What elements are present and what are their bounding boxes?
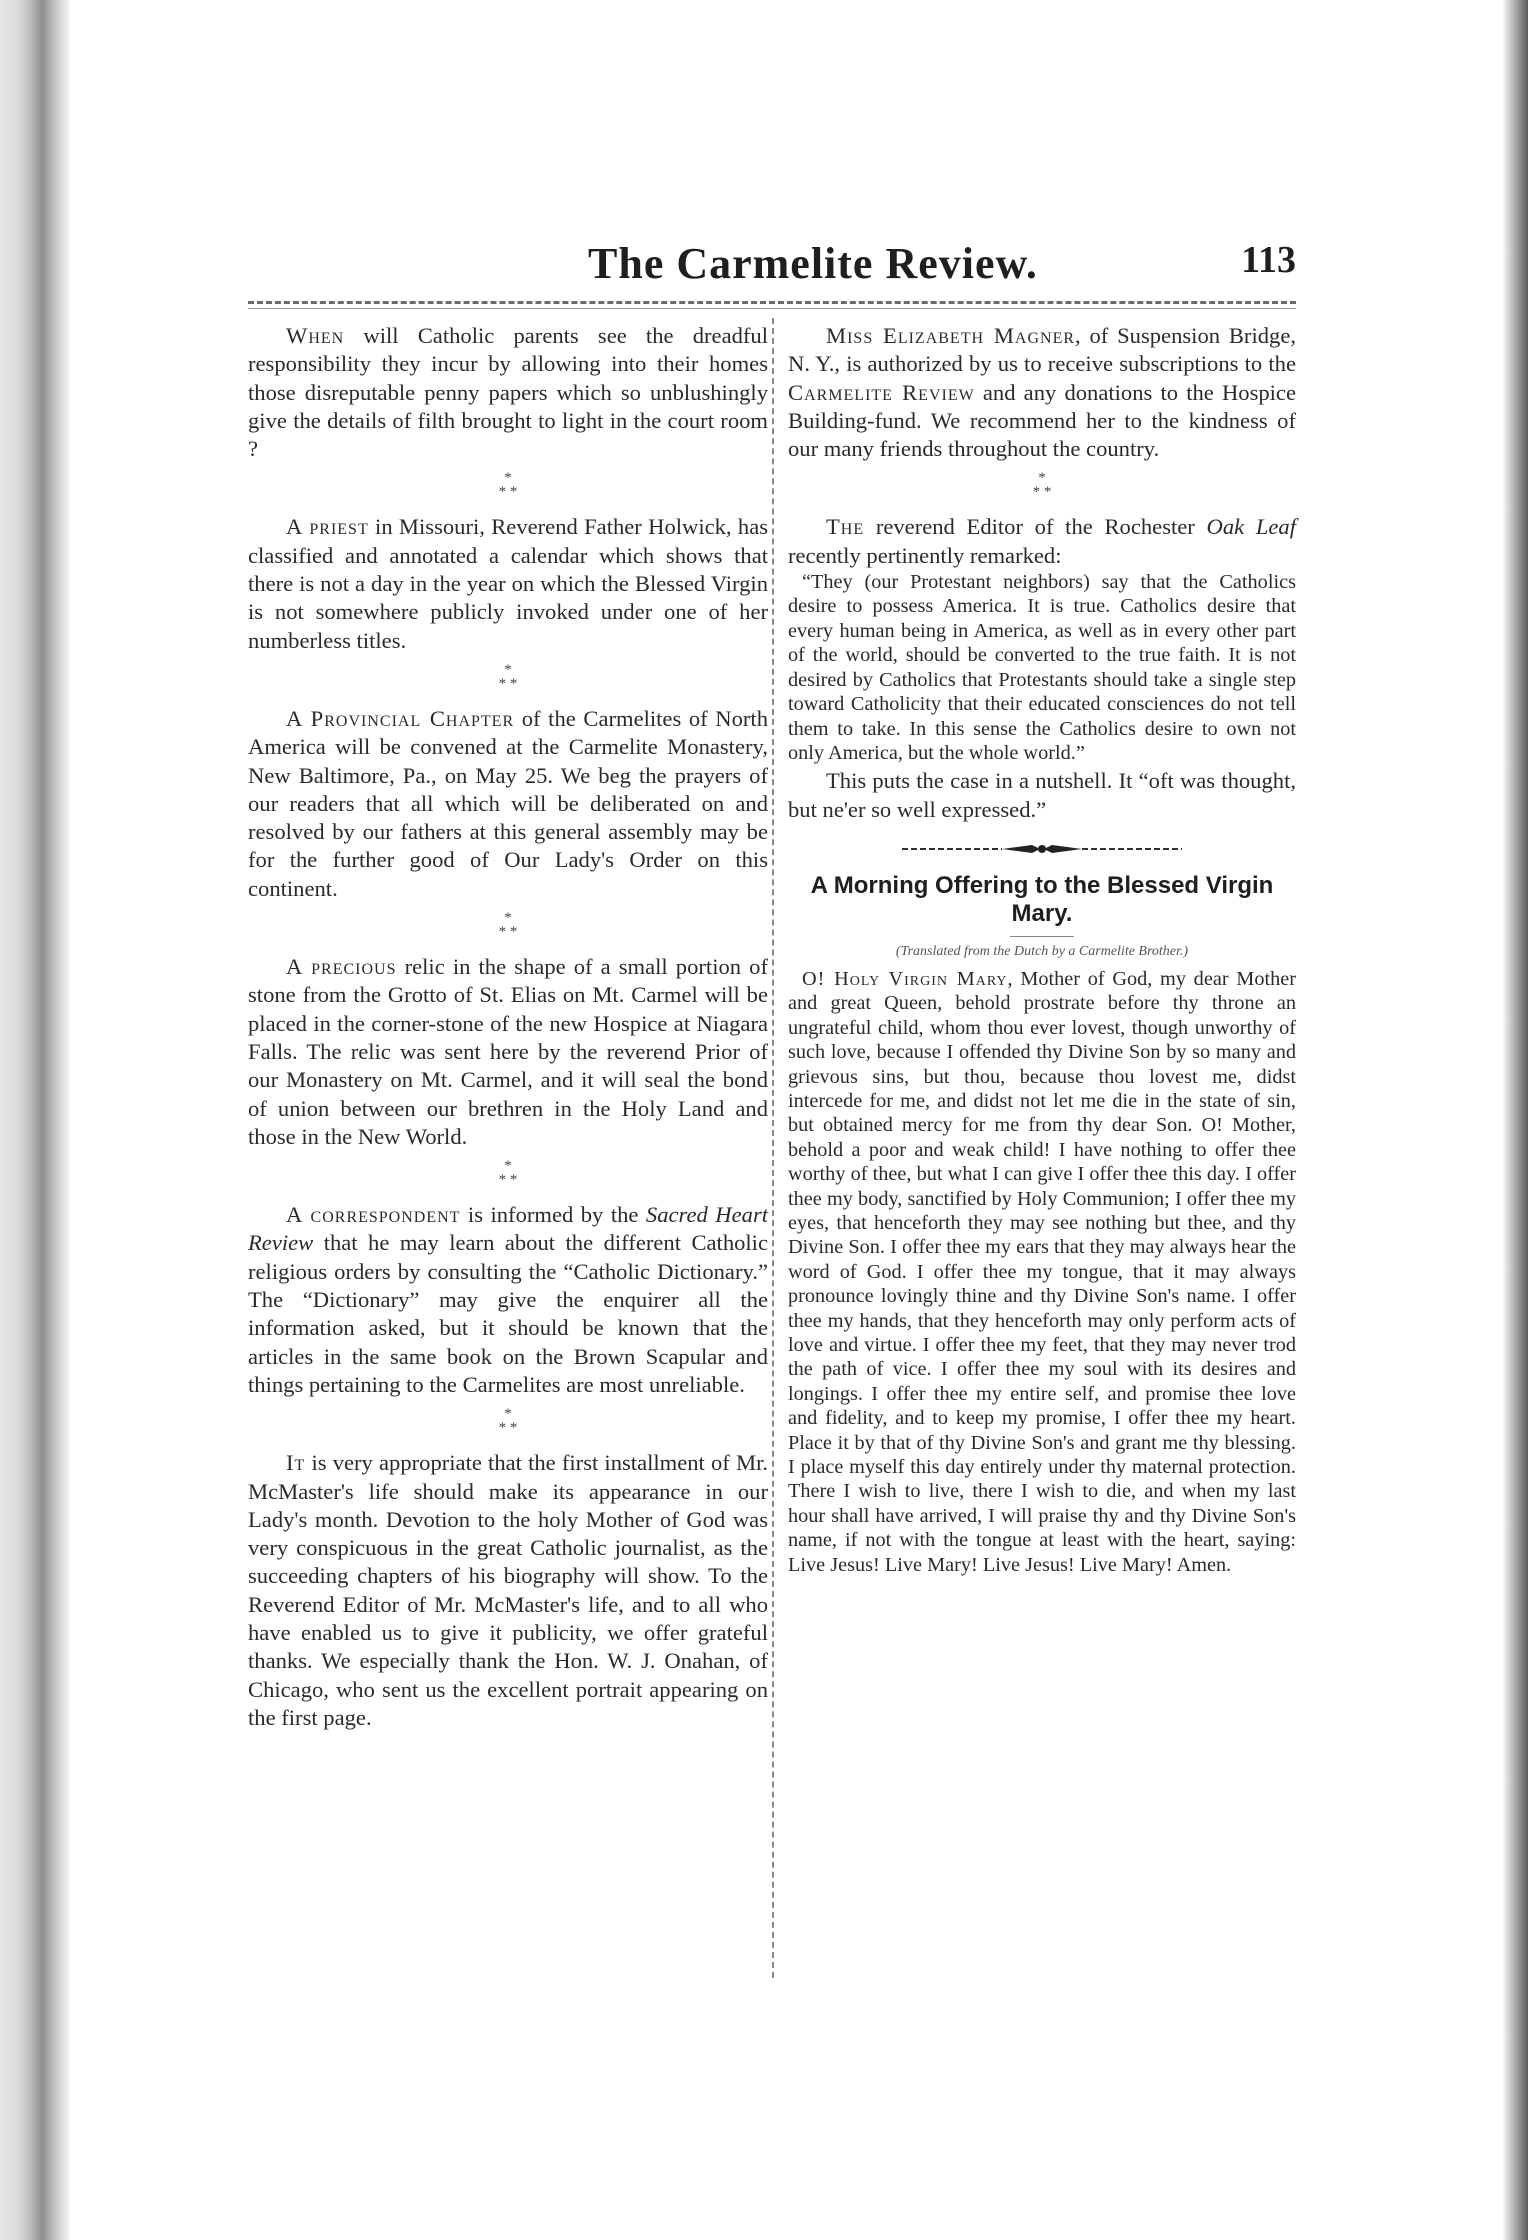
header-rule-thin xyxy=(248,308,1296,309)
lead-in: A precious xyxy=(286,954,397,980)
paragraph-text: is very appropriate that the first installment of Mr. McMaster's life should make its appearance in our Lady's month. Devotion to the holy Mother of God was very conspicuous in the great Catholic journalist, as the succeeding chapters of his biography will show. To the Reverend Editor of Mr. McMaster's life, and to all who have enabled us to give it publicity, we offer grateful thanks. We especially thank the Hon. W. J. Onahan, of Chicago, who sent us the excellent portrait appearing on the first page. xyxy=(248,1450,768,1730)
publication-title: Oak Leaf xyxy=(1206,514,1296,540)
book-spine-shadow xyxy=(0,0,70,2240)
header-rule xyxy=(248,301,1296,304)
ornamental-divider xyxy=(788,840,1296,858)
publication-title: Sacred Heart Review xyxy=(248,1202,769,1256)
paragraph-chapter xyxy=(248,705,768,903)
paragraph-text: of the Carmelites of North America will be convened at the Carmelite Monastery, New Baltimore, Pa., on May 25. We beg the prayers of our readers that all which will be deliberated on and resolved by our fathers at this general assembly may be for the further good of Our Lady's Order on this continent. xyxy=(248,705,768,901)
lead-in: O! Holy Virgin Mary xyxy=(802,967,1008,990)
asterism-divider: * * * xyxy=(498,470,518,501)
paragraph-subscriptions xyxy=(788,322,1296,463)
asterism-divider: * * * xyxy=(498,1158,518,1189)
page-number: 113 xyxy=(1241,239,1296,281)
asterism-divider: * * * xyxy=(498,661,518,692)
paragraph-text: recently pertinently remarked: xyxy=(788,542,1062,568)
paragraph-mcmaster xyxy=(248,1449,768,1732)
column-divider xyxy=(772,318,774,1978)
flourish-ornament xyxy=(892,840,1192,858)
left-column xyxy=(248,322,768,1732)
paragraph-nutshell: This puts the case in a nutshell. It “oft was thought, but ne'er so well expressed.” xyxy=(788,768,1296,822)
asterism-divider: * * * xyxy=(498,910,518,941)
running-header xyxy=(248,236,1296,296)
right-column xyxy=(788,322,1296,1577)
paragraph-text: in Missouri, Reverend Father Holwick, has classified and annotated a calendar which shows that there is not a day in the year on which the Blessed Virgin is not somewhere publicly invoked under one of her numberless titles. xyxy=(248,514,769,653)
paragraph-relic xyxy=(248,953,768,1151)
block-quote: “They (our Protestant neighbors) say that the Catholics desire to possess America. It is true. Catholics desire that every human being in America, as well as in every other part of the world, should be converted to the true faith. It is not desired by Catholics that Protestants should take a single step toward Catholicity that their educated consciences do not tell them to take. In this sense the Catholics desire to own not only America, but the whole world.” xyxy=(788,571,1296,764)
paragraph-text: reverend Editor of the Rochester xyxy=(864,514,1207,540)
article-title: A Morning Offering to the Blessed Virgin Mary. xyxy=(810,871,1274,927)
publication-name: Carmelite Review xyxy=(788,379,975,405)
paragraph-calendar xyxy=(248,513,768,654)
lead-in: A correspondent xyxy=(286,1202,461,1228)
paragraph-text: relic in the shape of a small portion of stone from the Grotto of St. Elias on Mt. Carmel will be placed in the corner-stone of the new Hospice at Niagara Falls. The relic was sent here by the reverend Prior of our Monastery on Mt. Carmel, and it will seal the bond of union between our brethren in the Holy Land and those in the New World. xyxy=(248,954,768,1149)
running-title: The Carmelite Review. xyxy=(588,239,1038,288)
article-body xyxy=(788,967,1296,1577)
paragraph-text: and any donations to the Hospice Building-fund. We recommend her to the kindness of our many friends throughout the country. xyxy=(788,379,1296,462)
page-edge-shadow xyxy=(1502,0,1528,2240)
lead-in: When xyxy=(286,323,345,348)
paragraph-oak-leaf xyxy=(788,513,1296,570)
lead-in: The xyxy=(826,514,865,540)
lead-in: It xyxy=(286,1450,306,1476)
paragraph-text: will Catholic parents see the dreadful responsibility they incur by allowing into their homes those disreputable penny papers which so unblushingly give the details of filth brought to light in the court room ? xyxy=(248,323,768,462)
paragraph-text: , of Suspension Bridge, N. Y., is authorized by us to receive subscriptions to the xyxy=(788,323,1296,377)
title-underline xyxy=(1010,936,1074,937)
paragraph-text: that he may learn about the different Catholic religious orders by consulting the “Catholic Dictionary.” The “Dictionary” may give the enquirer all the information asked, but it should be known that the articles in the same book on the Brown Scapular and things pertaining to the Carmelites are most unreliable. xyxy=(248,1230,768,1397)
lead-in: Miss Elizabeth Magner xyxy=(826,323,1076,348)
translation-note: (Translated from the Dutch by a Carmelite Brother.) xyxy=(895,943,1189,959)
paragraph-text: is informed by the xyxy=(460,1202,646,1228)
asterism-divider: * * * xyxy=(1032,470,1052,501)
paragraph-text: , Mother of God, my dear Mother and great Queen, behold prostrate before thy throne an ungrateful child, whom thou ever lovest, though unworthy of such love, because I offended thy Divine Son by so many and grievous sins, but thou, because thou lovest me, didst intercede for me, and didst not let me die in the state of sin, but obtained mercy for me from thy dear Son. O! Mother, behold a poor and weak child! I have nothing to offer thee worthy of thee, but what I can give I offer thee this day. I offer thee my body, sanctified by Holy Communion; I offer thee my eyes, that henceforth they may see nothing but thee, and thy Divine Son. I offer thee my ears that they may always hear the word of God. I offer thee my tongue, that it may always pronounce lovingly thine and thy Divine Son's name. I offer thee my hands, that they henceforth may only perform acts of love and virtue. I offer thee my feet, that they may never trod the path of vice. I offer thee my soul with its desires and longings. I offer thee my entire self, and promise thee love and fidelity, and to keep my promise, I offer thee my heart. Place it by that of thy Divine Son's and grant me thy blessing. I place myself this day entirely under thy maternal protection. There I wish to live, there I wish to die, and when my last hour shall have arrived, I will praise thy and thy Divine Son's name, if not with the tongue at least with the heart, saying: Live Jesus! Live Mary! Live Jesus! Live Mary! Amen. xyxy=(788,967,1296,1576)
lead-in: A Provincial Chapter xyxy=(286,705,515,731)
paragraph-parents xyxy=(248,322,768,463)
lead-in: A priest xyxy=(286,514,369,540)
paragraph-correspondent xyxy=(248,1201,768,1399)
asterism-divider: * * * xyxy=(498,1406,518,1437)
